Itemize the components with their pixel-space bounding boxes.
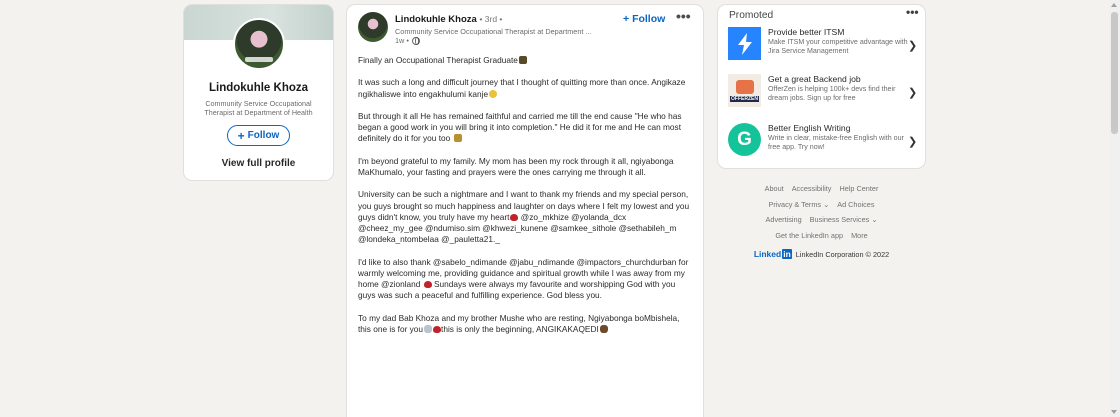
logo-text: Linked — [753, 249, 782, 260]
footer-row — [718, 228, 925, 244]
post-text: Finally an Occupational Therapist Graduate — [358, 55, 518, 65]
muscle-emoji-icon — [600, 325, 608, 333]
footer-row — [718, 181, 925, 197]
footer-link-more[interactable]: More — [851, 230, 868, 240]
heart-emoji-icon — [510, 214, 518, 221]
plus-icon: + — [623, 13, 633, 25]
footer-link-about[interactable]: About — [764, 184, 784, 193]
footer-link-business-services[interactable] — [810, 212, 878, 228]
profile-name[interactable]: Lindokuhle Khoza — [208, 82, 309, 94]
post-paragraph — [358, 313, 692, 335]
footer-row — [718, 212, 925, 228]
post-paragraph — [358, 156, 692, 178]
connection-degree: • 3rd • — [479, 14, 503, 24]
footer-link-advertising[interactable]: Advertising — [765, 215, 802, 225]
profile-follow-button[interactable] — [227, 125, 291, 146]
footer — [718, 181, 925, 259]
heart-emoji-icon — [424, 281, 432, 288]
post-text: Sundays were always my favourite and worshipping God with you guys was such a peaceful and fulfilling experience. God bless you. — [358, 278, 676, 301]
profile-follow-label: Follow — [247, 130, 280, 141]
view-full-profile-link[interactable]: View full profile — [221, 158, 296, 169]
graduate-emoji-icon — [519, 56, 527, 64]
ad-description: Write in clear, mistake-free English with our free app. Try now! — [768, 134, 904, 151]
footer-link-ad-choices[interactable]: Ad Choices — [837, 199, 875, 209]
scroll-down-icon[interactable] — [1111, 410, 1117, 414]
promoted-title: Promoted — [729, 10, 774, 21]
post-paragraph — [358, 257, 692, 302]
footer-brand — [718, 249, 925, 259]
heart-emoji-icon — [433, 326, 441, 333]
ad-item[interactable] — [728, 74, 918, 110]
post-text: this is only the beginning, ANGIKAKAQEDI — [441, 323, 599, 334]
grammarly-icon: G — [728, 123, 761, 156]
post-paragraph — [358, 189, 692, 245]
scrollbar-thumb[interactable] — [1111, 12, 1118, 134]
footer-link-privacy-terms[interactable] — [768, 197, 829, 213]
dove-emoji-icon — [424, 325, 432, 333]
logo-in: in — [783, 249, 791, 260]
ad-description: OfferZen is helping 100k+ devs find their dream jobs. Sign up for free — [768, 85, 896, 102]
vertical-scrollbar[interactable] — [1109, 0, 1120, 417]
more-options-icon[interactable]: ••• — [676, 8, 691, 24]
post-follow-button[interactable] — [623, 13, 665, 25]
post-text: It was such a long and difficult journey that I thought of quitting more than once. Angikaze ngikhaliswe into engakhulumi kanje — [358, 77, 686, 99]
post-mentions[interactable]: @zo_mkhize @yolanda_dcx @cheez_my_gee @ndumiso.sim @khwezi_kunene @samkee_sithole @sethabileh_m @londeka_ntombelaa @_pauletta21._ — [358, 211, 677, 245]
linkedin-logo-icon — [754, 249, 792, 259]
post-paragraph — [358, 55, 692, 66]
post-follow-label: Follow — [632, 13, 666, 25]
post-author-avatar[interactable] — [358, 12, 388, 42]
post-text: University can be such a nightmare and I want to thank my friends and my special person, you guys brought so much happiness and laughter on days where I felt my lowest and you guys didn't know, you truly have my heart — [358, 189, 690, 222]
post-time-label: 1w • — [395, 36, 409, 45]
scroll-up-icon[interactable] — [1111, 3, 1117, 7]
footer-link-help-center[interactable]: Help Center — [839, 184, 879, 193]
privacy-terms-label: Privacy & Terms — [768, 199, 822, 209]
chevron-right-icon: ❯ — [908, 40, 918, 52]
plus-icon: + — [237, 128, 245, 143]
footer-row — [718, 197, 925, 213]
profile-avatar[interactable] — [233, 18, 285, 70]
business-services-label: Business Services — [809, 215, 870, 225]
post-text: But through it all He has remained faithful and carried me till the end cause "He who has began a good work in you will bring it into completion." He did it for me and He can most definitely do it for you too — [358, 110, 682, 144]
profile-card — [184, 5, 333, 180]
post-timestamp — [395, 36, 420, 45]
footer-link-accessibility[interactable]: Accessibility — [791, 184, 832, 193]
crying-emoji-icon — [489, 90, 497, 98]
bird-emoji-icon — [454, 134, 462, 142]
post-author-name[interactable]: Lindokuhle Khoza — [395, 14, 477, 25]
ad-item[interactable] — [728, 123, 918, 159]
chevron-right-icon: ❯ — [908, 136, 918, 148]
chevron-down-icon: ⌄ — [871, 215, 878, 225]
post-author-line — [395, 14, 502, 25]
post-header — [347, 5, 703, 51]
offerzen-logo-text: OFFERZEN — [731, 96, 758, 102]
jira-icon — [728, 27, 761, 60]
more-options-icon[interactable]: ••• — [906, 5, 919, 19]
promoted-card — [718, 5, 925, 168]
post-paragraph — [358, 111, 692, 145]
post-author-headline: Community Service Occupational Therapist at Department ... — [395, 27, 592, 36]
post-text: To my dad Bab Khoza and my brother Mushe who are resting, Ngiyabonga boMbishela, this one is for you — [358, 312, 680, 334]
post-card — [347, 5, 703, 417]
ad-item[interactable] — [728, 27, 918, 63]
post-body — [347, 51, 703, 335]
globe-icon — [412, 37, 420, 45]
chevron-down-icon: ⌄ — [823, 199, 830, 209]
ad-title: Better English Writing — [768, 123, 851, 133]
post-paragraph — [358, 77, 692, 99]
copyright-text: LinkedIn Corporation © 2022 — [795, 249, 890, 259]
footer-link-get-app[interactable]: Get the LinkedIn app — [775, 230, 844, 240]
profile-headline: Community Service Occupational Therapist at Department of Health — [204, 99, 313, 117]
post-text: I'm beyond grateful to my family. My mom has been my rock through it all, ngiyabonga MaKhumalo, your fasting and prayers were the ones carrying me through it all. — [358, 155, 674, 177]
ad-title: Provide better ITSM — [768, 27, 845, 37]
post-text: I'd like to also thank @sabelo_ndimande @jabu_ndimande @impactors_churchdurban for warmly welcoming me, providing guidance and spiritual growth while I was away from my home @zionland — [358, 256, 689, 289]
ad-title: Get a great Backend job — [768, 74, 861, 84]
offerzen-icon — [728, 74, 761, 107]
chevron-right-icon: ❯ — [908, 87, 918, 99]
ad-description: Make ITSM your competitive advantage with Jira Service Management — [768, 38, 908, 55]
